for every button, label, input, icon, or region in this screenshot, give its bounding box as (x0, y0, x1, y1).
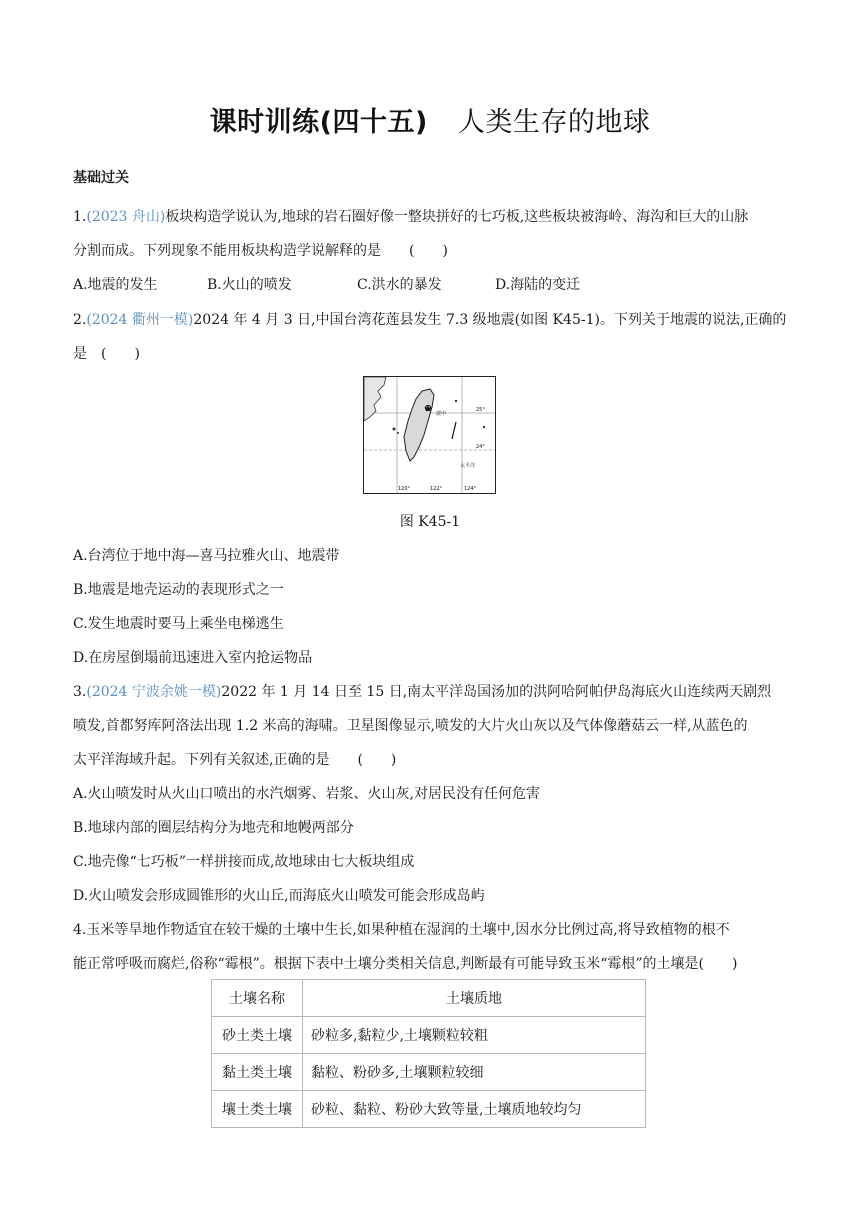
table-cell-name: 壤土类土壤 (212, 1091, 303, 1128)
question-2-option-c: C.发生地震时要马上乘坐电梯逃生 (73, 616, 284, 632)
question-2-option-d: D.在房屋倒塌前迅速进入室内抢运物品 (73, 650, 313, 666)
map-graphic (364, 377, 495, 493)
question-1-line-1 (73, 207, 748, 227)
question-1-source: (2023 舟山) (86, 209, 166, 225)
taiwan-earthquake-map (363, 376, 496, 494)
question-3-option-a: A.火山喷发时从火山口喷出的水汽烟雾、岩浆、火山灰,对居民没有任何危害 (73, 786, 541, 802)
map-label-quake: 震中 (436, 411, 447, 417)
map-lon-122: 122° (430, 486, 443, 492)
table-header-row (212, 980, 646, 1017)
section-heading: 基础过关 (73, 170, 129, 186)
question-1-number: 1. (73, 209, 87, 225)
question-3-number: 3. (73, 684, 87, 700)
table-header-texture: 土壤质地 (303, 980, 646, 1017)
map-sea-label: 太平洋 (460, 463, 476, 469)
question-4-number: 4. (73, 922, 87, 938)
question-2-line-2: 是 ( ) (73, 346, 140, 362)
table-cell-texture: 砂粒、黏粒、粉砂大致等量,土壤质地较均匀 (303, 1091, 646, 1128)
table-row (212, 1017, 646, 1054)
map-lon-124: 124° (464, 486, 477, 492)
question-1-option-d: D.海陆的变迁 (495, 277, 581, 293)
table-header-name: 土壤名称 (212, 980, 303, 1017)
question-3-source: (2024 宁波余姚一模) (86, 684, 222, 700)
question-3-line-1 (73, 682, 771, 702)
question-4-text-1: 玉米等旱地作物适宜在较干燥的土壤中生长,如果种植在湿润的土壤中,因水分比例过高,将导致植物的根不 (86, 922, 730, 938)
figure-caption: 图 K45-1 (399, 514, 461, 530)
question-4-line-1 (73, 920, 730, 940)
table-cell-name: 砂土类土壤 (212, 1017, 303, 1054)
question-3-option-b: B.地球内部的圈层结构分为地壳和地幔两部分 (73, 820, 354, 836)
title-main: 课时训练(四十五) (209, 107, 428, 138)
question-2-source: (2024 衢州一模) (86, 312, 194, 328)
question-1-option-b: B.火山的喷发 (207, 277, 292, 293)
title-sub: 人类生存的地球 (457, 107, 651, 138)
question-4-line-2: 能正常呼吸而腐烂,俗称“霉根”。根据下表中土壤分类相关信息,判断最有可能导致玉米“霉根”的土壤是( ) (73, 956, 738, 972)
question-2-number: 2. (73, 312, 87, 328)
map-lon-120: 120° (398, 486, 411, 492)
map-lat-25: 25° (476, 407, 485, 413)
table-row (212, 1054, 646, 1091)
question-3-line-2: 喷发,首都努库阿洛法出现 1.2 米高的海啸。卫星图像显示,喷发的大片火山灰以及气体像蘑菇云一样,从蓝色的 (73, 718, 748, 734)
question-2-option-a: A.台湾位于地中海—喜马拉雅火山、地震带 (73, 548, 340, 564)
question-2-option-b: B.地震是地壳运动的表现形式之一 (73, 582, 284, 598)
question-3-option-d: D.火山喷发会形成圆锥形的火山丘,而海底火山喷发可能会形成岛屿 (73, 888, 485, 904)
question-1-option-a: A.地震的发生 (73, 277, 158, 293)
question-1-text-1: 板块构造学说认为,地球的岩石圈好像一整块拼好的七巧板,这些板块被海岭、海沟和巨大的山脉 (165, 209, 749, 225)
page-title (0, 100, 860, 139)
question-3-line-3: 太平洋海域升起。下列有关叙述,正确的是 ( ) (73, 752, 397, 768)
table-cell-texture: 砂粒多,黏粒少,土壤颗粒较粗 (303, 1017, 646, 1054)
question-3-option-c: C.地壳像“七巧板”一样拼接而成,故地球由七大板块组成 (73, 854, 415, 870)
soil-table (211, 979, 646, 1128)
table-cell-texture: 黏粒、粉砂多,土壤颗粒较细 (303, 1054, 646, 1091)
question-2-line-1 (73, 310, 786, 330)
question-1-options (73, 275, 580, 295)
table-cell-name: 黏土类土壤 (212, 1054, 303, 1091)
question-2-text-1: 2024 年 4 月 3 日,中国台湾花莲县发生 7.3 级地震(如图 K45-1)。下列关于地震的说法,正确的 (193, 312, 787, 328)
map-lat-24: 24° (476, 444, 485, 450)
question-1-option-c: C.洪水的暴发 (357, 277, 442, 293)
question-1-line-2: 分割而成。下列现象不能用板块构造学说解释的是 ( ) (73, 243, 448, 259)
question-3-text-1: 2022 年 1 月 14 日至 15 日,南太平洋岛国汤加的洪阿哈阿帕伊岛海底火山连续两天剧烈 (221, 684, 772, 700)
table-row (212, 1091, 646, 1128)
